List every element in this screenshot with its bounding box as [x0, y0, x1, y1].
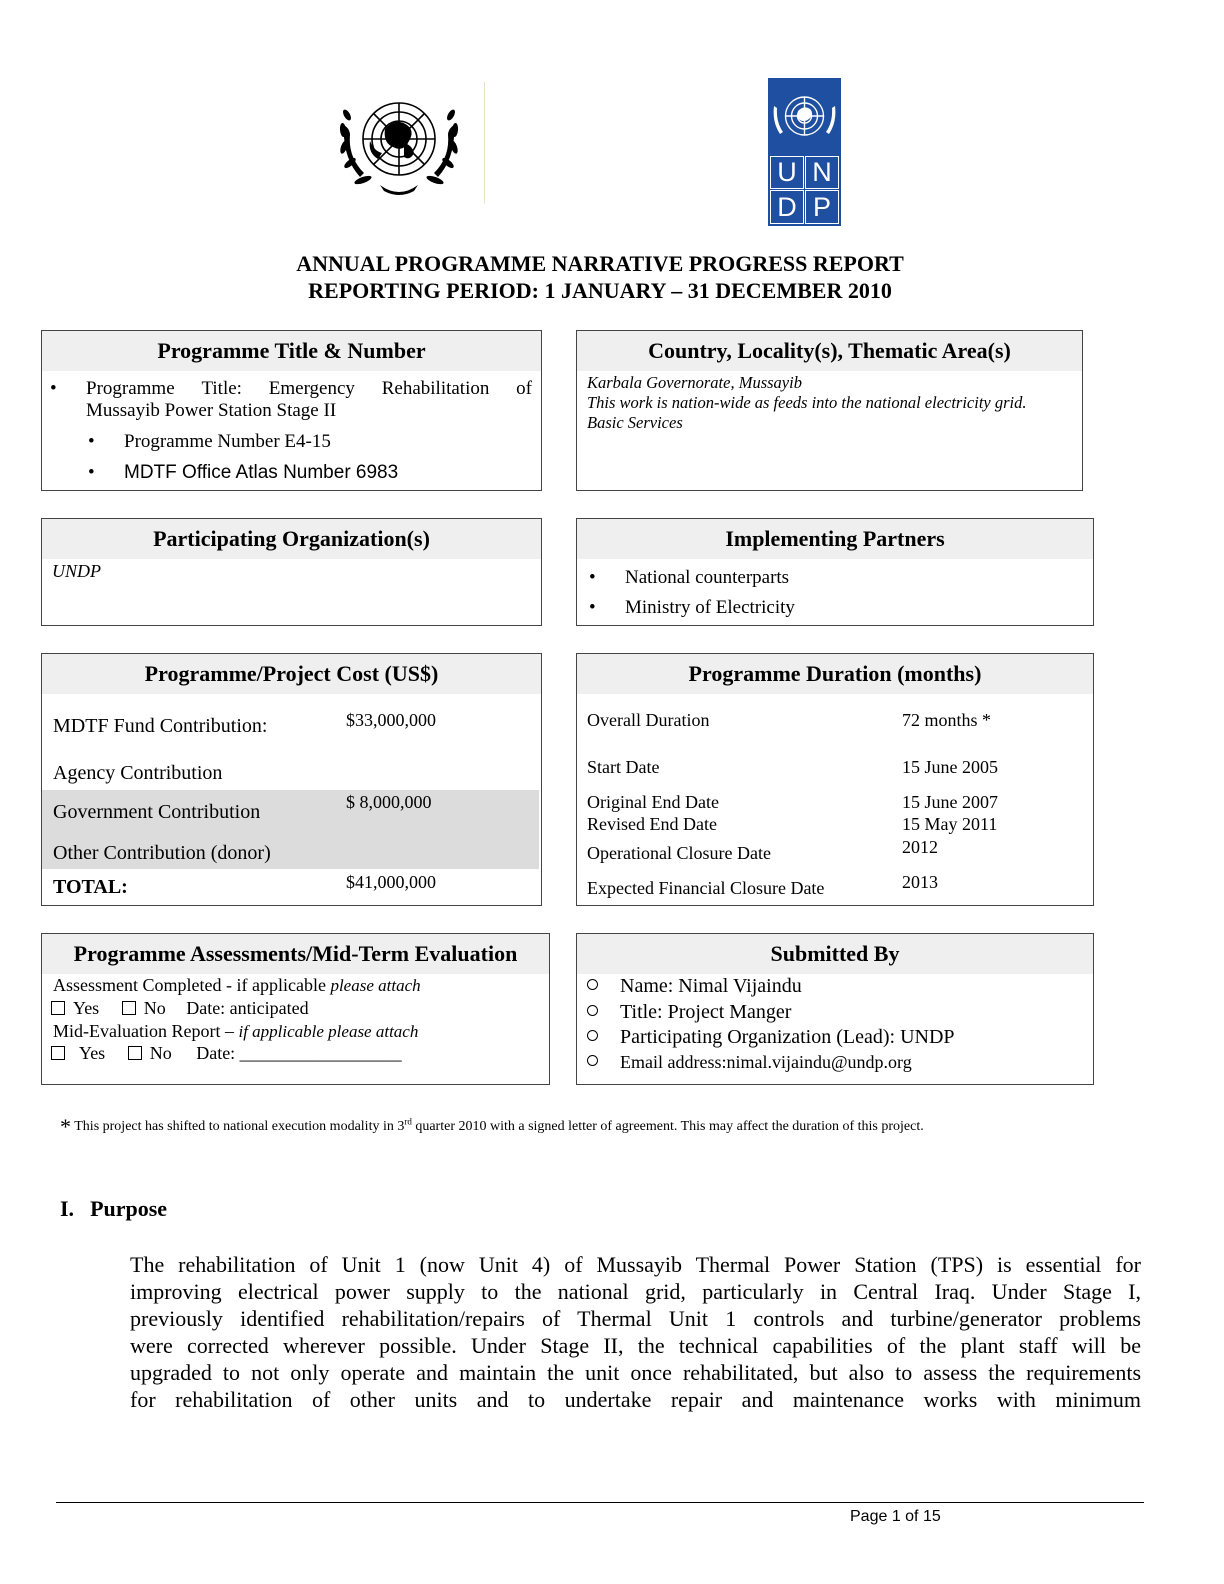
- page-number: Page 1 of 15: [850, 1508, 941, 1525]
- undp-letter-u: U: [770, 156, 804, 189]
- footer-rule: [56, 1502, 1144, 1503]
- financial-closure-label: Expected Financial Closure Date: [587, 878, 825, 898]
- duration-box: [576, 653, 1094, 906]
- country-details: Karbala Governorate, Mussayib This work is nation-wide as feeds into the national electricity grid. Basic Services: [587, 373, 1027, 432]
- operational-closure-value: 2012: [902, 837, 938, 857]
- assessment-box: [41, 933, 550, 1085]
- undp-letter-d: D: [770, 190, 804, 224]
- mid-evaluation-line: Mid-Evaluation Report – if applicable please attach: [53, 1021, 419, 1041]
- section-heading: I. Purpose: [60, 1196, 168, 1221]
- implementing-heading: Implementing Partners: [577, 519, 1093, 559]
- logo-divider: [484, 82, 485, 204]
- mdtf-label: MDTF Fund Contribution:: [53, 715, 268, 737]
- implementing-item: • Ministry of Electricity: [589, 597, 795, 618]
- cost-box: [41, 653, 542, 906]
- country-heading: Country, Locality(s), Thematic Area(s): [577, 331, 1082, 371]
- implementing-box: [576, 518, 1094, 626]
- cost-heading: Programme/Project Cost (US$): [42, 654, 541, 694]
- un-emblem-logo: [330, 85, 468, 203]
- programme-title-heading: Programme Title & Number: [42, 331, 541, 371]
- mid-evaluation-options: Yes No Date: __________________: [51, 1043, 402, 1064]
- country-box: [576, 330, 1083, 491]
- total-label: TOTAL:: [53, 876, 128, 898]
- assessment-heading: Programme Assessments/Mid-Term Evaluation: [42, 934, 549, 974]
- atlas-number-item: • MDTF Office Atlas Number 6983: [88, 462, 399, 483]
- mid-eval-yes-checkbox[interactable]: [51, 1046, 65, 1060]
- revised-end-value: 15 May 2011: [902, 814, 998, 834]
- purpose-paragraph: The rehabilitation of Unit 1 (now Unit 4) of Mussayib Thermal Power Station (TPS) is essential for improving electrical power supply to the national grid, particularly in Central Iraq. Under Stage I, previously identified rehabilitation/repairs of Thermal Unit 1 controls and turbine/generator problems were corrected wherever possible. Under Stage II, the technical capabilities of the plant staff will be upgraded to not only operate and maintain the unit once rehabilitated, but also to assess the requirements for rehabilitation of other units and to undertake repair and maintenance works with minimum: [130, 1252, 1141, 1412]
- assessment-no-checkbox[interactable]: [122, 1001, 136, 1015]
- participating-org: UNDP: [52, 561, 101, 581]
- financial-closure-value: 2013: [902, 872, 938, 892]
- original-end-label: Original End Date: [587, 792, 719, 812]
- start-date-value: 15 June 2005: [902, 757, 998, 777]
- original-end-value: 15 June 2007: [902, 792, 998, 812]
- undp-logo: [768, 78, 841, 226]
- revised-end-label: Revised End Date: [587, 814, 717, 834]
- total-value: $41,000,000: [346, 872, 436, 892]
- assessment-completed-line: Assessment Completed - if applicable please attach: [53, 975, 421, 995]
- other-label: Other Contribution (donor): [53, 842, 271, 864]
- duration-heading: Programme Duration (months): [577, 654, 1093, 694]
- participating-heading: Participating Organization(s): [42, 519, 541, 559]
- submitter-organization: Participating Organization (Lead): UNDP: [587, 1026, 955, 1049]
- report-period: REPORTING PERIOD: 1 JANUARY – 31 DECEMBER 2010: [308, 278, 892, 303]
- programme-number-item: • Programme Number E4-15: [88, 431, 331, 452]
- operational-closure-label: Operational Closure Date: [587, 843, 771, 863]
- programme-title-box: [41, 330, 542, 491]
- footnote: * This project has shifted to national execution modality in 3rd quarter 2010 with a signed letter of agreement. This may affect the duration of this project.: [60, 1114, 924, 1139]
- report-title-line1: ANNUAL PROGRAMME NARRATIVE PROGRESS REPORT: [296, 251, 904, 276]
- undp-letter-p: P: [805, 190, 839, 224]
- submitted-by-heading: Submitted By: [577, 934, 1093, 974]
- participating-box: [41, 518, 542, 626]
- assessment-options: Yes No Date: anticipated: [51, 998, 309, 1019]
- government-label: Government Contribution: [53, 801, 261, 823]
- submitter-title: Title: Project Manger: [587, 1001, 791, 1024]
- submitter-name: Name: Nimal Vijaindu: [587, 975, 802, 998]
- implementing-item: • National counterparts: [589, 567, 790, 588]
- agency-label: Agency Contribution: [53, 762, 223, 784]
- mdtf-value: $33,000,000: [346, 710, 436, 730]
- programme-title-item: • Programme Title: Emergency Rehabilitation of Mussayib Power Station Stage II: [50, 378, 532, 421]
- government-value: $ 8,000,000: [346, 792, 432, 812]
- undp-letter-n: N: [805, 156, 839, 189]
- submitter-email: Email address:nimal.vijaindu@undp.org: [587, 1052, 912, 1073]
- submitted-by-box: [576, 933, 1094, 1085]
- overall-duration-value: 72 months *: [902, 710, 992, 730]
- mid-eval-no-checkbox[interactable]: [128, 1046, 142, 1060]
- assessment-yes-checkbox[interactable]: [51, 1001, 65, 1015]
- overall-duration-label: Overall Duration: [587, 710, 710, 730]
- report-title: [0, 250, 1200, 304]
- start-date-label: Start Date: [587, 757, 660, 777]
